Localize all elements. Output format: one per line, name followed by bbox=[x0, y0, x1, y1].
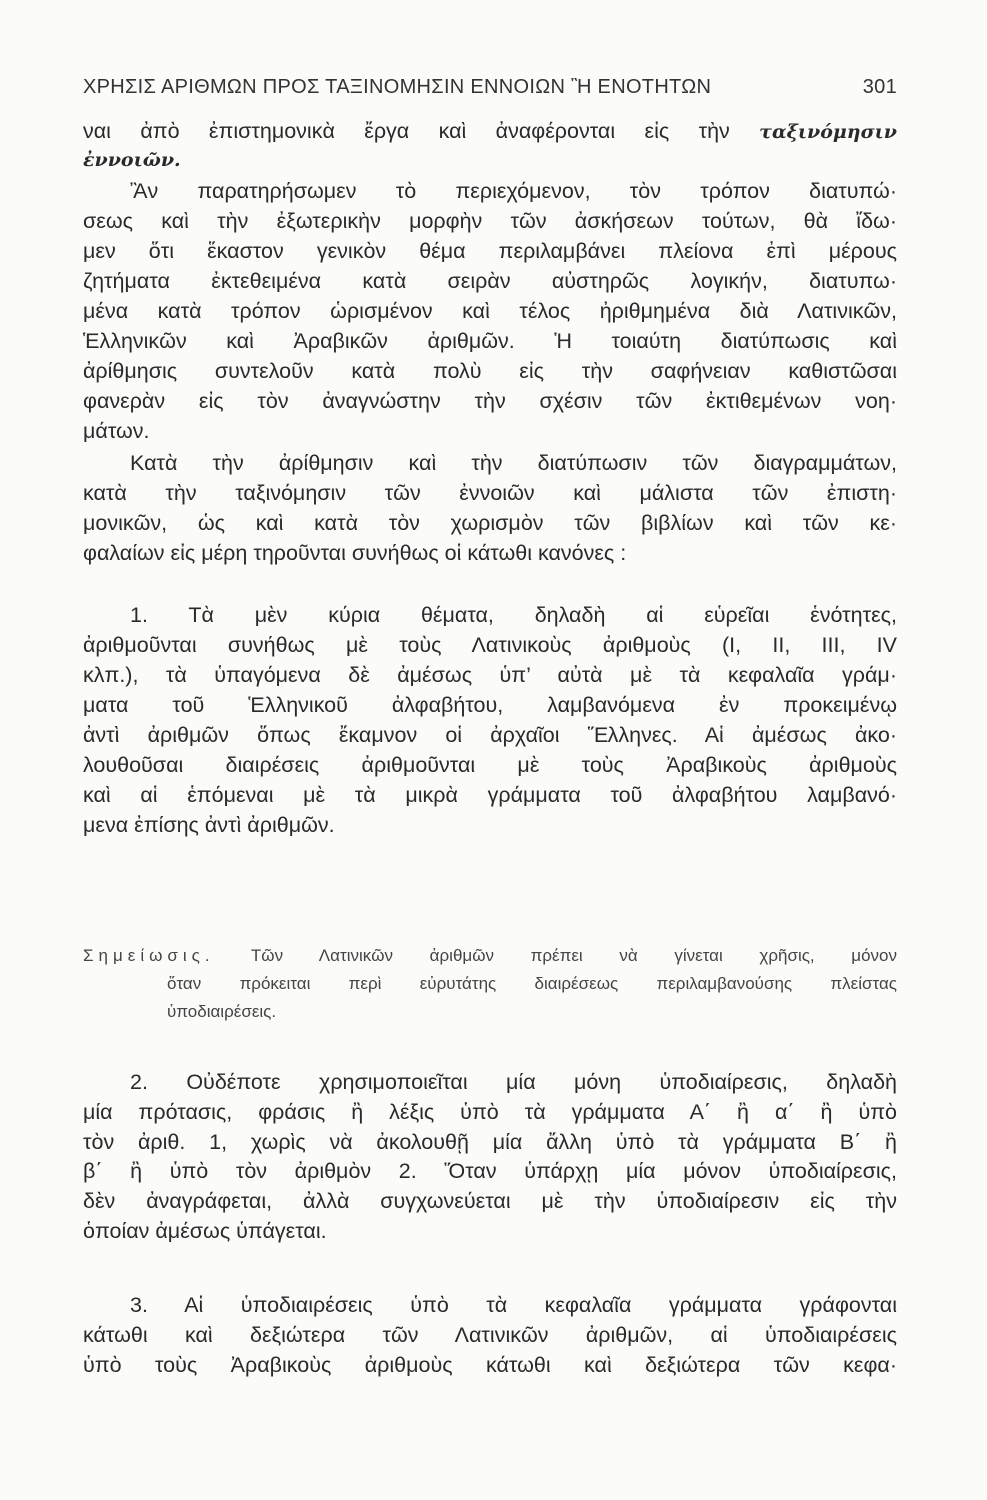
text-line bbox=[83, 146, 897, 173]
line-text: μονικῶν, ὡς καὶ κατὰ τὸν χωρισμὸν τῶν βιβλίων καὶ τῶν κε· bbox=[83, 511, 897, 535]
note-line bbox=[83, 943, 897, 969]
line-text: τὸν ἀριθ. 1, χωρὶς νὰ ἀκολουθῇ μία ἄλλη ὑπὸ τὰ γράμματα Β΄ ἢ bbox=[83, 1130, 897, 1154]
line-text: ναι ἀπὸ ἐπιστημονικὰ ἔργα καὶ ἀναφέρονται εἰς τὴν bbox=[83, 119, 760, 143]
text-line bbox=[83, 812, 897, 838]
text-line bbox=[83, 692, 897, 718]
line-text: σεως καὶ τὴν ἐξωτερικὴν μορφὴν τῶν ἀσκήσεων τούτων, θὰ ἴδω· bbox=[83, 209, 897, 233]
running-header-title: ΧΡΗΣΙΣ ΑΡΙΘΜΩΝ ΠΡΟΣ ΤΑΞΙΝΟΜΗΣΙΝ ΕΝΝΟΙΩΝ Ἢ ΕΝΟΤΗΤΩΝ bbox=[83, 76, 712, 98]
line-text: 3. Αἱ ὑποδιαιρέσεις ὑπὸ τὰ κεφαλαῖα γράμματα γράφονται bbox=[130, 1293, 897, 1317]
text-line bbox=[130, 178, 897, 204]
line-text: ἀντὶ ἀριθμῶν ὅπως ἔκαμνον οἱ ἀρχαῖοι Ἕλληνες. Αἱ ἀμέσως ἀκο· bbox=[83, 723, 897, 747]
text-line bbox=[83, 238, 897, 264]
emphasis-term: ταξινόμησιν bbox=[759, 121, 897, 143]
text-line bbox=[130, 1069, 897, 1095]
text-line bbox=[83, 1099, 897, 1125]
line-text: μενα ἐπίσης ἀντὶ ἀριθμῶν. bbox=[83, 813, 335, 837]
line-text: λουθοῦσαι διαιρέσεις ἀριθμοῦνται μὲ τοὺς Ἀραβικοὺς ἀριθμοὺς bbox=[83, 753, 897, 777]
line-text: κάτωθι καὶ δεξιώτερα τῶν Λατινικῶν ἀριθμῶν, αἱ ὑποδιαιρέσεις bbox=[83, 1323, 897, 1347]
text-line bbox=[83, 328, 897, 354]
line-text: ἀριθμοῦνται συνήθως μὲ τοὺς Λατινικοὺς ἀριθμοὺς (I, II, III, IV bbox=[83, 633, 897, 657]
text-line bbox=[83, 358, 897, 384]
line-text: ὁποίαν ἀμέσως ὑπάγεται. bbox=[83, 1219, 327, 1243]
line-text: μένα κατὰ τρόπον ὡρισμένον καὶ τέλος ἠριθμημένα διὰ Λατινικῶν, bbox=[83, 299, 897, 323]
page-number: 301 bbox=[862, 76, 897, 98]
line-text: ὑπὸ τοὺς Ἀραβικοὺς ἀριθμοὺς κάτωθι καὶ δεξιώτερα τῶν κεφα· bbox=[83, 1353, 897, 1377]
text-line bbox=[83, 632, 897, 658]
note-line bbox=[167, 999, 897, 1025]
line-text: ματα τοῦ Ἑλληνικοῦ ἀλφαβήτου, λαμβανόμενα ἐν προκειμένῳ bbox=[83, 693, 897, 717]
running-header bbox=[83, 76, 897, 99]
text-line bbox=[130, 450, 897, 476]
text-line bbox=[130, 602, 897, 628]
text-line bbox=[83, 480, 897, 506]
text-line bbox=[83, 752, 897, 778]
line-text: Τῶν Λατινικῶν ἀριθμῶν πρέπει νὰ γίνεται χρῆσις, μόνον bbox=[214, 946, 897, 965]
line-text: καὶ αἱ ἑπόμεναι μὲ τὰ μικρὰ γράμματα τοῦ ἀλφαβήτου λαμβανό· bbox=[83, 783, 897, 807]
text-line bbox=[83, 118, 897, 145]
line-text: δὲν ἀναγράφεται, ἀλλὰ συγχωνεύεται μὲ τὴν ὑποδιαίρεσιν εἰς τὴν bbox=[83, 1189, 897, 1213]
text-line bbox=[83, 782, 897, 808]
text-line bbox=[83, 662, 897, 688]
text-line bbox=[83, 298, 897, 324]
text-line bbox=[83, 1352, 897, 1378]
line-text: Ἑλληνικῶν καὶ Ἀραβικῶν ἀριθμῶν. Ἡ τοιαύτη διατύπωσις καὶ bbox=[83, 329, 897, 353]
line-text: φανερὰν εἰς τὸν ἀναγνώστην τὴν σχέσιν τῶν ἐκτιθεμένων νοη· bbox=[83, 389, 897, 413]
line-text: ὅταν πρόκειται περὶ εὐρυτάτης διαιρέσεως περιλαμβανούσης πλείστας bbox=[167, 974, 897, 993]
line-text: Κατὰ τὴν ἀρίθμησιν καὶ τὴν διατύπωσιν τῶν διαγραμμάτων, bbox=[130, 451, 897, 475]
line-text: ὑποδιαιρέσεις. bbox=[167, 1002, 277, 1021]
text-line bbox=[83, 208, 897, 234]
note-label: Σημείωσις. bbox=[83, 946, 215, 965]
line-text: μία πρότασις, φράσις ἢ λέξις ὑπὸ τὰ γράμματα Α΄ ἢ α΄ ἢ ὑπὸ bbox=[83, 1100, 897, 1124]
text-line bbox=[83, 540, 897, 566]
text-line bbox=[83, 722, 897, 748]
line-text: β΄ ἢ ὑπὸ τὸν ἀριθμὸν 2. Ὅταν ὑπάρχῃ μία μόνον ὑποδιαίρεσις, bbox=[83, 1159, 897, 1183]
text-line bbox=[83, 268, 897, 294]
line-text: 2. Οὐδέποτε χρησιμοποιεῖται μία μόνη ὑποδιαίρεσις, δηλαδὴ bbox=[130, 1070, 897, 1094]
emphasis-term: ἐννοιῶν. bbox=[83, 149, 181, 171]
note-line bbox=[167, 971, 897, 997]
text-line bbox=[83, 510, 897, 536]
line-text: μάτων. bbox=[83, 419, 150, 443]
text-line bbox=[83, 1322, 897, 1348]
line-text: Ἂν παρατηρήσωμεν τὸ περιεχόμενον, τὸν τρόπον διατυπώ· bbox=[130, 179, 897, 203]
line-text: κατὰ τὴν ταξινόμησιν τῶν ἐννοιῶν καὶ μάλιστα τῶν ἐπιστη· bbox=[83, 481, 897, 505]
line-text: ἀρίθμησις συντελοῦν κατὰ πολὺ εἰς τὴν σαφήνειαν καθιστῶσαι bbox=[83, 359, 897, 383]
line-text: ζητήματα ἐκτεθειμένα κατὰ σειρὰν αὐστηρῶς λογικήν, διατυπω· bbox=[83, 269, 897, 293]
text-line bbox=[83, 1158, 897, 1184]
line-text: μεν ὅτι ἕκαστον γενικὸν θέμα περιλαμβάνει πλείονα ἐπὶ μέρους bbox=[83, 239, 897, 263]
line-text: κλπ.), τὰ ὑπαγόμενα δὲ ἀμέσως ὑπ’ αὐτὰ μὲ τὰ κεφαλαῖα γράμ· bbox=[83, 663, 897, 687]
text-line bbox=[83, 418, 897, 444]
line-text: 1. Τὰ μὲν κύρια θέματα, δηλαδὴ αἱ εὑρεῖαι ἑνότητες, bbox=[130, 603, 897, 627]
text-line bbox=[83, 1129, 897, 1155]
text-line bbox=[83, 1188, 897, 1214]
text-line bbox=[83, 388, 897, 414]
text-line bbox=[130, 1292, 897, 1318]
text-line bbox=[83, 1218, 897, 1244]
line-text: φαλαίων εἰς μέρη τηροῦνται συνήθως οἱ κάτωθι κανόνες : bbox=[83, 541, 627, 565]
